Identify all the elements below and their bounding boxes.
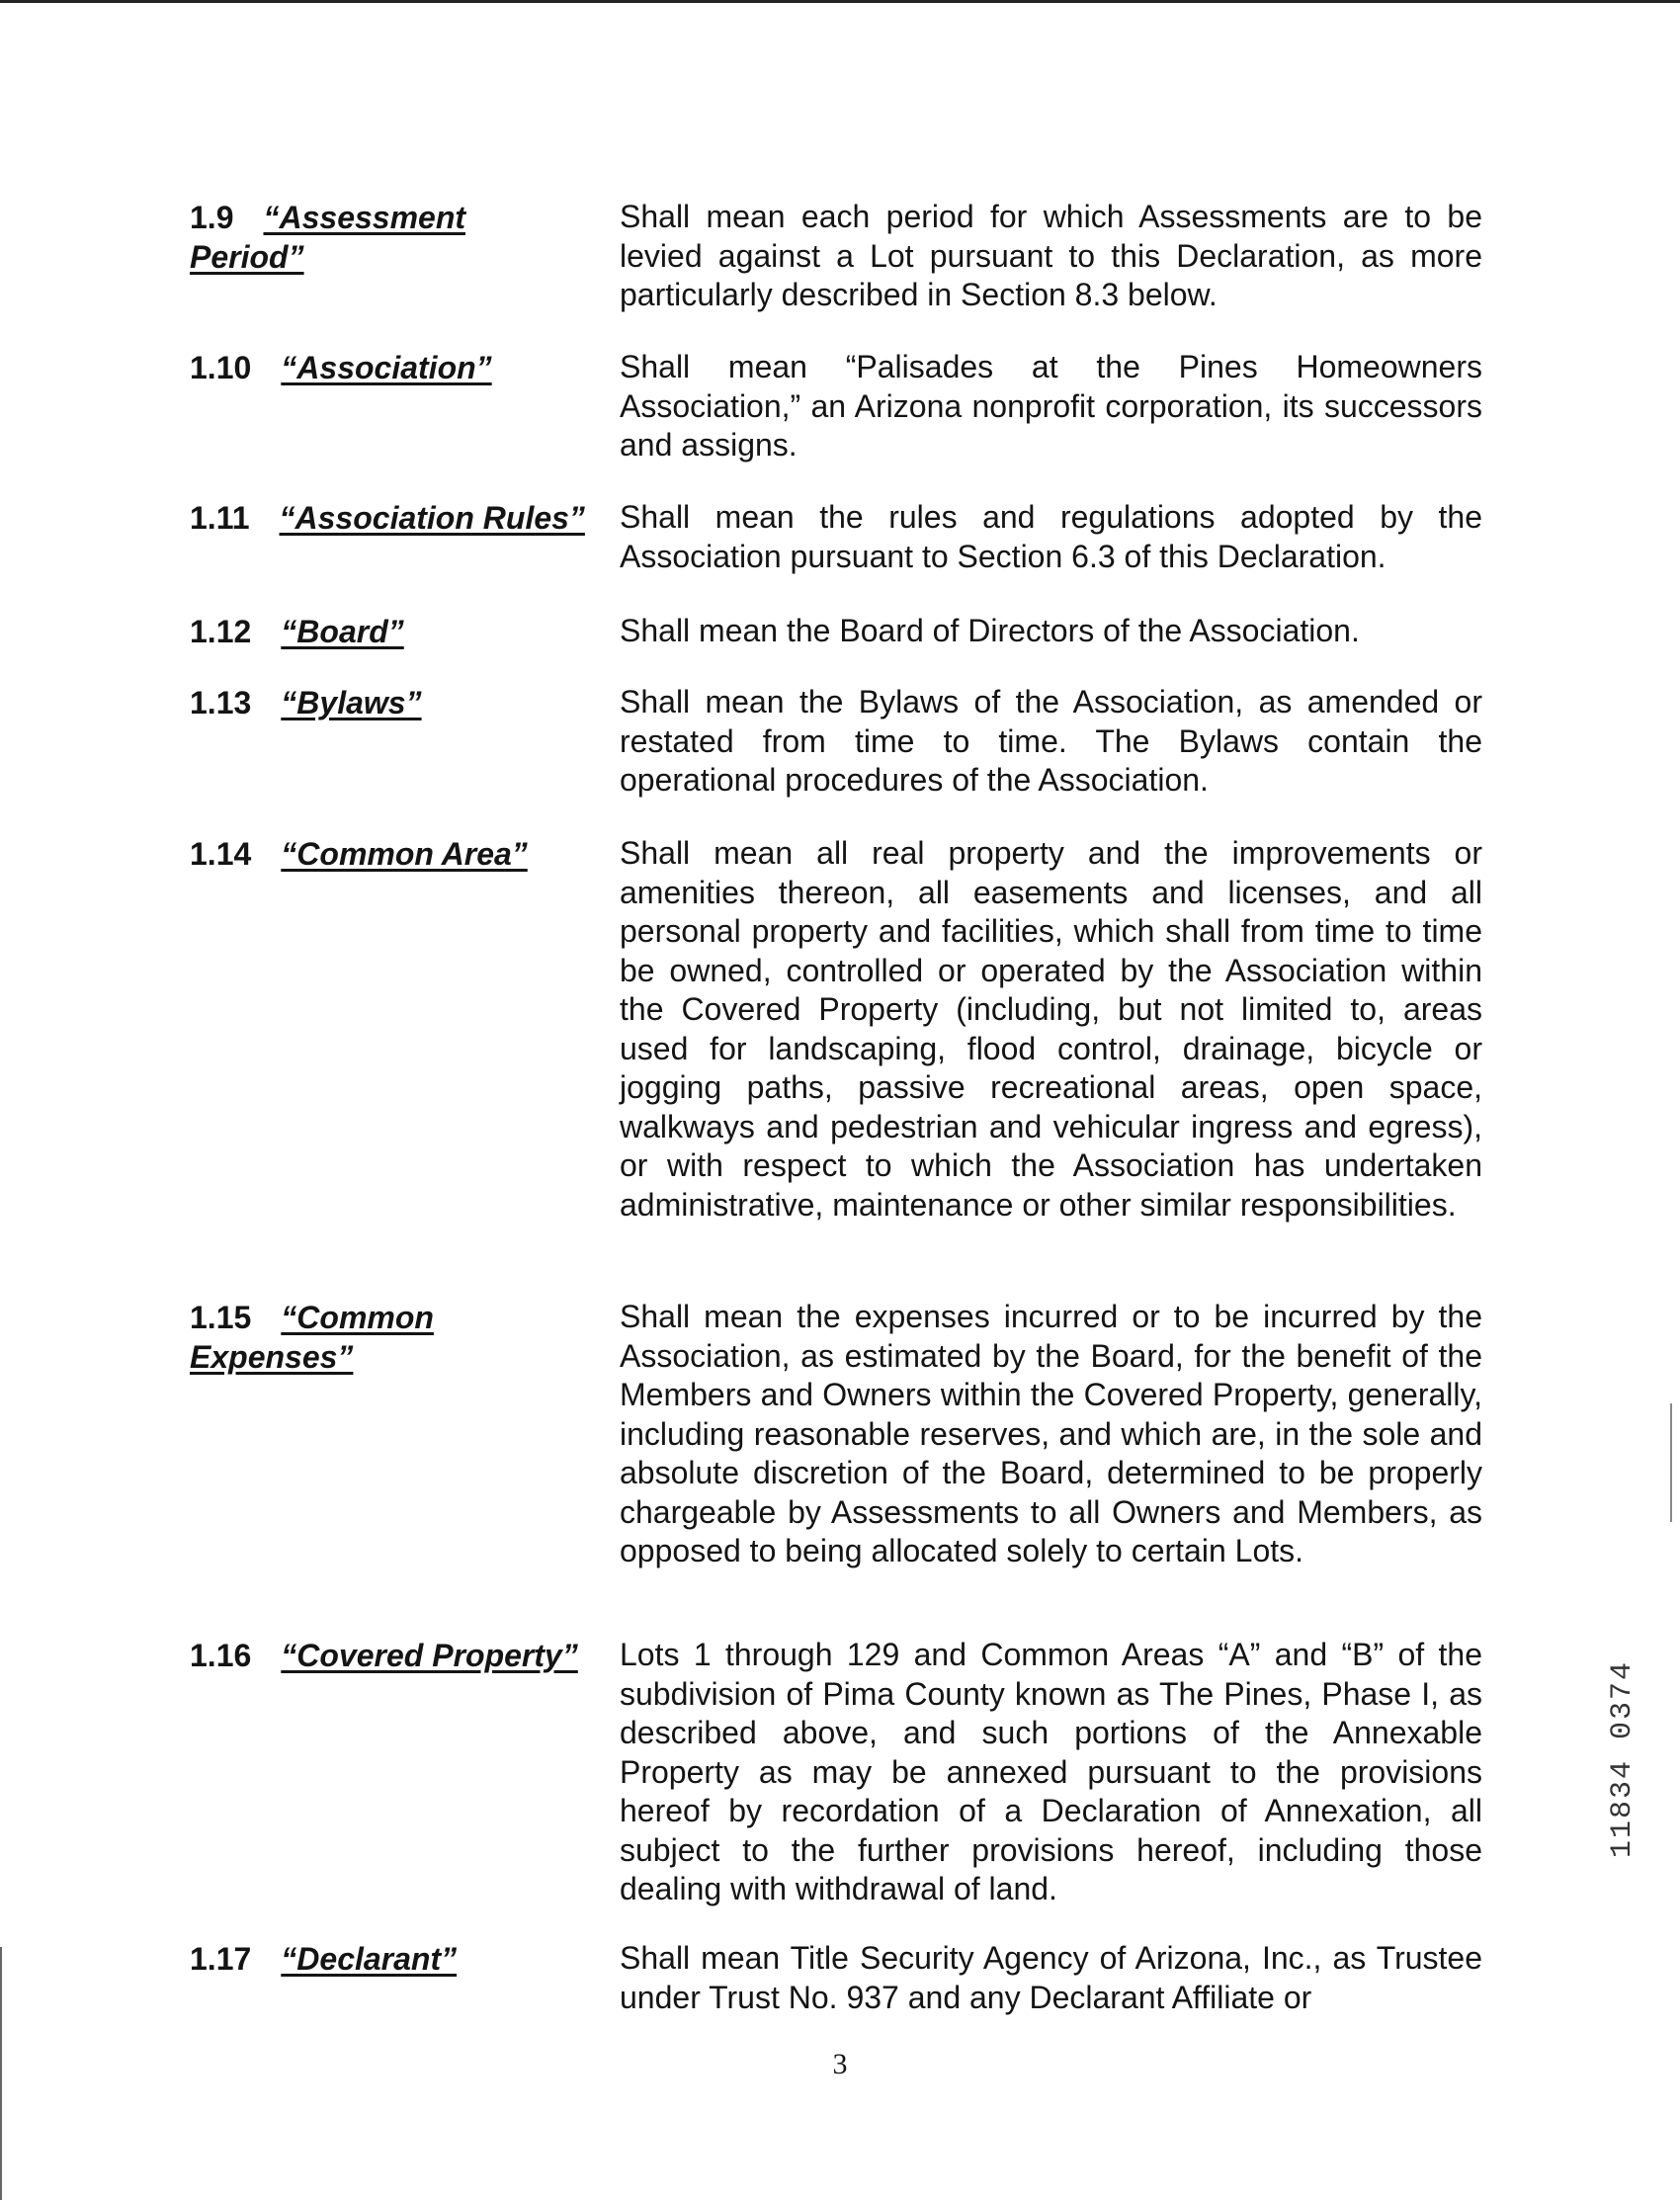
definition-term xyxy=(190,498,585,538)
definition-term-label: “Board” xyxy=(281,614,404,649)
top-rule xyxy=(0,0,1680,3)
definition-term xyxy=(190,1636,585,1675)
definition-text: Shall mean the expenses incurred or to be incurred by the Association, as estimated by the Board, for the benefit of the Members and Owners within the Covered Property, generally, including reasonable reserves, and which are, in the sole and absolute discretion of the Board, determined to be properly chargeable by Assessments to all Owners and Members, as opposed to being allocated solely to certain Lots. xyxy=(620,1299,1482,1568)
definition-term xyxy=(190,834,585,874)
definition-term-label: “Common Area” xyxy=(281,836,528,872)
scan-edge-line xyxy=(0,1947,2,2200)
definition-term xyxy=(190,612,585,651)
recording-stamp: 11834 0374 xyxy=(1606,1659,1639,1858)
scan-edge-mark xyxy=(1670,1403,1672,1522)
definition-text: Shall mean the Board of Directors of the Association. xyxy=(620,613,1360,648)
definition-term-label: “Declarant” xyxy=(281,1941,458,1977)
definition-term xyxy=(190,198,585,277)
definition-number: 1.14 xyxy=(190,836,252,872)
definition-number: 1.12 xyxy=(190,614,252,649)
definition-term xyxy=(190,1939,585,1979)
definition-number: 1.13 xyxy=(190,685,252,720)
definition-text: Shall mean Title Security Agency of Arizona, Inc., as Trustee under Trust No. 937 and any Declarant Affiliate or xyxy=(620,1940,1482,2015)
definition-term-label: “Association” xyxy=(281,350,492,385)
definition-term-label: “Bylaws” xyxy=(281,685,422,720)
definition-term xyxy=(190,683,585,722)
definition-text: Shall mean each period for which Assessments are to be levied against a Lot pursuant to this Declaration, as more particularly described in Section 8.3 below. xyxy=(620,199,1482,312)
definition-number: 1.17 xyxy=(190,1941,252,1977)
definition-term-label: “Covered Property” xyxy=(281,1638,578,1673)
definition-text: Lots 1 through 129 and Common Areas “A” and “B” of the subdivision of Pima County known as The Pines, Phase I, as described above, and such portions of the Annexable Property as may be annexed pursuant to the provisions hereof by recordation of a Declaration of Annexation, all subject to the further provisions hereof, including those dealing with withdrawal of land. xyxy=(620,1637,1482,1906)
definition-number: 1.16 xyxy=(190,1638,252,1673)
definition-term xyxy=(190,348,585,387)
definition-term-label: “Common Expenses” xyxy=(190,1300,434,1375)
definition-term-label: “Assessment Period” xyxy=(190,200,466,275)
definition-number: 1.10 xyxy=(190,350,252,385)
definition-text: Shall mean “Palisades at the Pines Homeowners Association,” an Arizona nonprofit corporation, its successors and assigns. xyxy=(620,349,1482,463)
page-number: 3 xyxy=(832,2048,848,2080)
definition-number: 1.9 xyxy=(190,200,234,235)
definition-number: 1.15 xyxy=(190,1300,252,1335)
definition-text: Shall mean the rules and regulations adopted by the Association pursuant to Section 6.3 of this Declaration. xyxy=(620,499,1482,574)
definition-text: Shall mean all real property and the improvements or amenities thereon, all easements and licenses, and all personal property and facilities, which shall from time to time be owned, controlled or operated by the Association within the Covered Property (including, but not limited to, areas used for landscaping, flood control, drainage, bicycle or jogging paths, passive recreational areas, open space, walkways and pedestrian and vehicular ingress and egress), or with respect to which the Association has undertaken administrative, maintenance or other similar responsibilities. xyxy=(620,835,1482,1223)
definition-text: Shall mean the Bylaws of the Association, as amended or restated from time to time. The Bylaws contain the operational procedures of the Association. xyxy=(620,684,1482,798)
definition-number: 1.11 xyxy=(190,500,250,536)
definition-term-label: “Association Rules” xyxy=(279,500,585,536)
definition-term xyxy=(190,1298,585,1377)
